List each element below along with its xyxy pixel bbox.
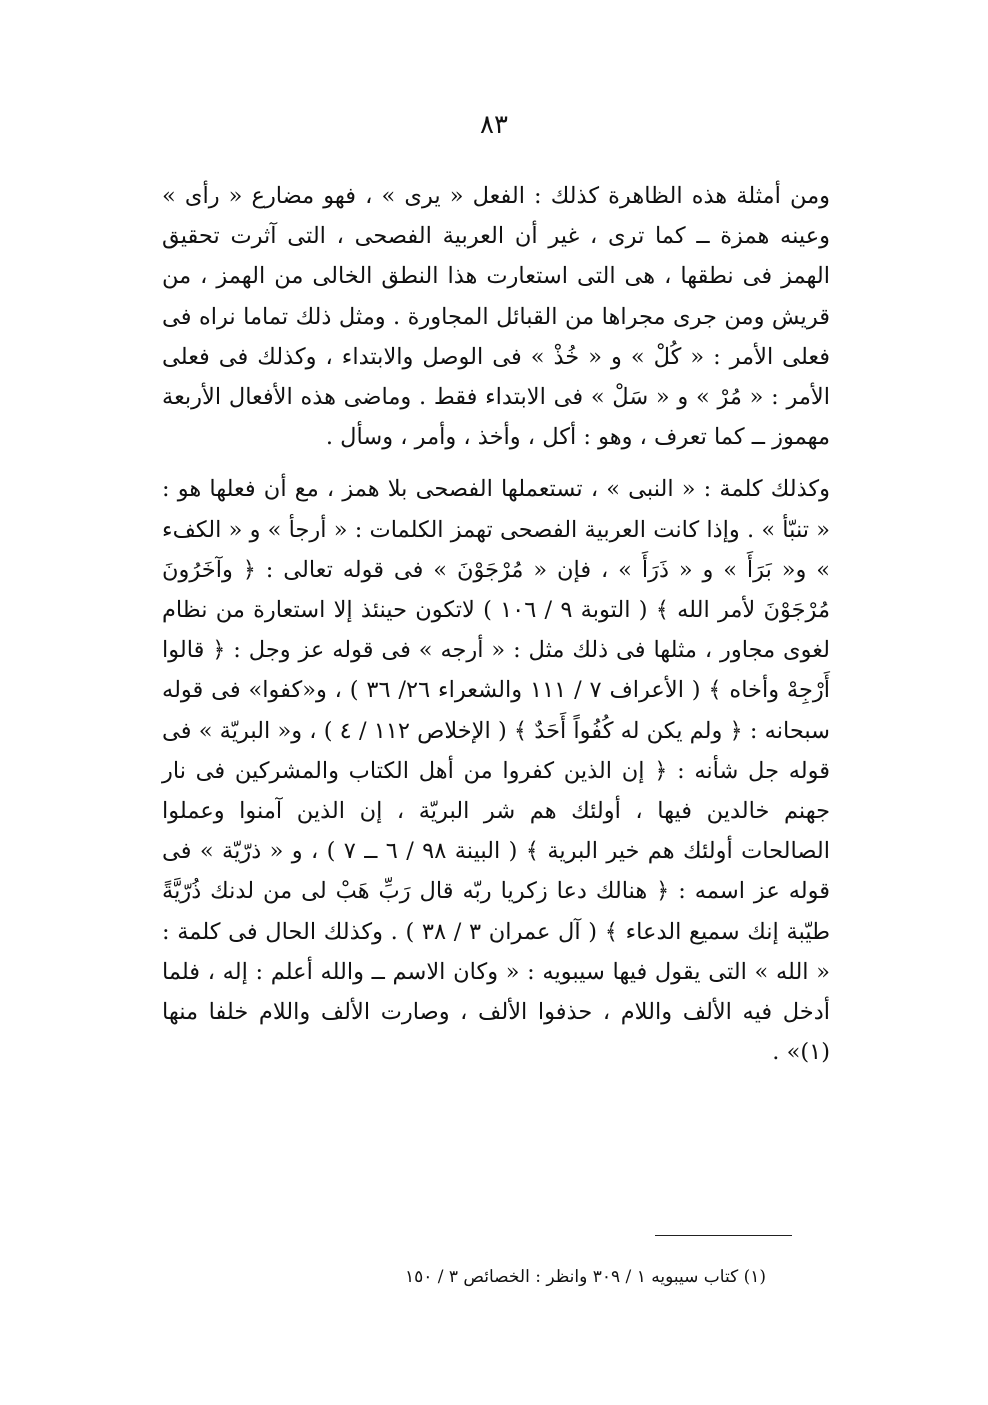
paragraph: ومن أمثلة هذه الظاهرة كذلك : الفعل « يرى » ، فهو مضارع « رأى » وعينه همزة ــ كما ترى ، غير أن العربية الفصحى ، التى آثرت تحقيق الهمز فى نطقها ، هى التى استعارت هذا النطق الخالى من الهمز ، من قريش ومن جرى مجراها من القبائل المجاورة . ومثل ذلك تماما نراه فى فعلى الأمر : « كُلْ » و « خُذْ » فى الوصل والابتداء ، وكذلك فى فعلى الأمر : « مُرْ » و « سَلْ » فى الابتداء فقط . وماضى هذه الأفعال الأربعة مهموز ــ كما تعرف ، وهو : أكل ، وأخذ ، وأمر ، وسأل .	[162, 183, 830, 451]
footnote: (١) كتاب سيبويه ١ / ٣٠٩ وانظر : الخصائص ٣ / ١٥٠	[404, 1267, 766, 1287]
footnote-separator	[655, 1235, 792, 1236]
body-text	[162, 176, 830, 1072]
paragraph: وكذلك كلمة : « النبى » ، تستعملها الفصحى بلا همز ، مع أن فعلها هو : « تنبّأ » . وإذا كانت العربية الفصحى تهمز الكلمات : « أرجأ » و « الكفء » و« بَرَأَ » و « ذَرَأَ » ، فإن « مُرْجَوْنَ » فى قوله تعالى : ﴿ وآخَرُونَ مُرْجَوْنَ لأمر الله ﴾ ( التوبة ٩ / ١٠٦ ) لاتكون حينئذ إلا استعارة من نظام لغوى مجاور ، مثلها فى ذلك مثل : « أرجه » فى قوله عز وجل : ﴿ قالوا أَرْجِهْ وأخاه ﴾ ( الأعراف ٧ / ١١١ والشعراء ٢٦/ ٣٦ ) ، و«كفوا» فى قوله سبحانه : ﴿ ولم يكن له كُفُواً أَحَدٌ ﴾ ( الإخلاص ١١٢ / ٤ ) ، و« البريّة » فى قوله جل شأنه : ﴿ إن الذين كفروا من أهل الكتاب والمشركين فى نار جهنم خالدين فيها ، أولئك هم شر البريّة ، إن الذين آمنوا وعملوا الصالحات أولئك هم خير البرية ﴾ ( البينة ٩٨ / ٦ ــ ٧ ) ، و « ذرّيّة » فى قوله عز اسمه : ﴿ هنالك دعا زكريا ربّه قال رَبِّ هَبْ لى من لدنك ذُرّيَّةً طيّبة إنك سميع الدعاء ﴾ ( آل عمران ٣ / ٣٨ ) . وكذلك الحال فى كلمة : « الله » التى يقول فيها سيبويه : « وكان الاسم ــ والله أعلم : إله ، فلما أدخل فيه الألف واللام ، حذفوا الألف ، وصارت الألف واللام خلفا منها (١)» .	[162, 476, 831, 1066]
page-number: ٨٣	[480, 110, 508, 140]
